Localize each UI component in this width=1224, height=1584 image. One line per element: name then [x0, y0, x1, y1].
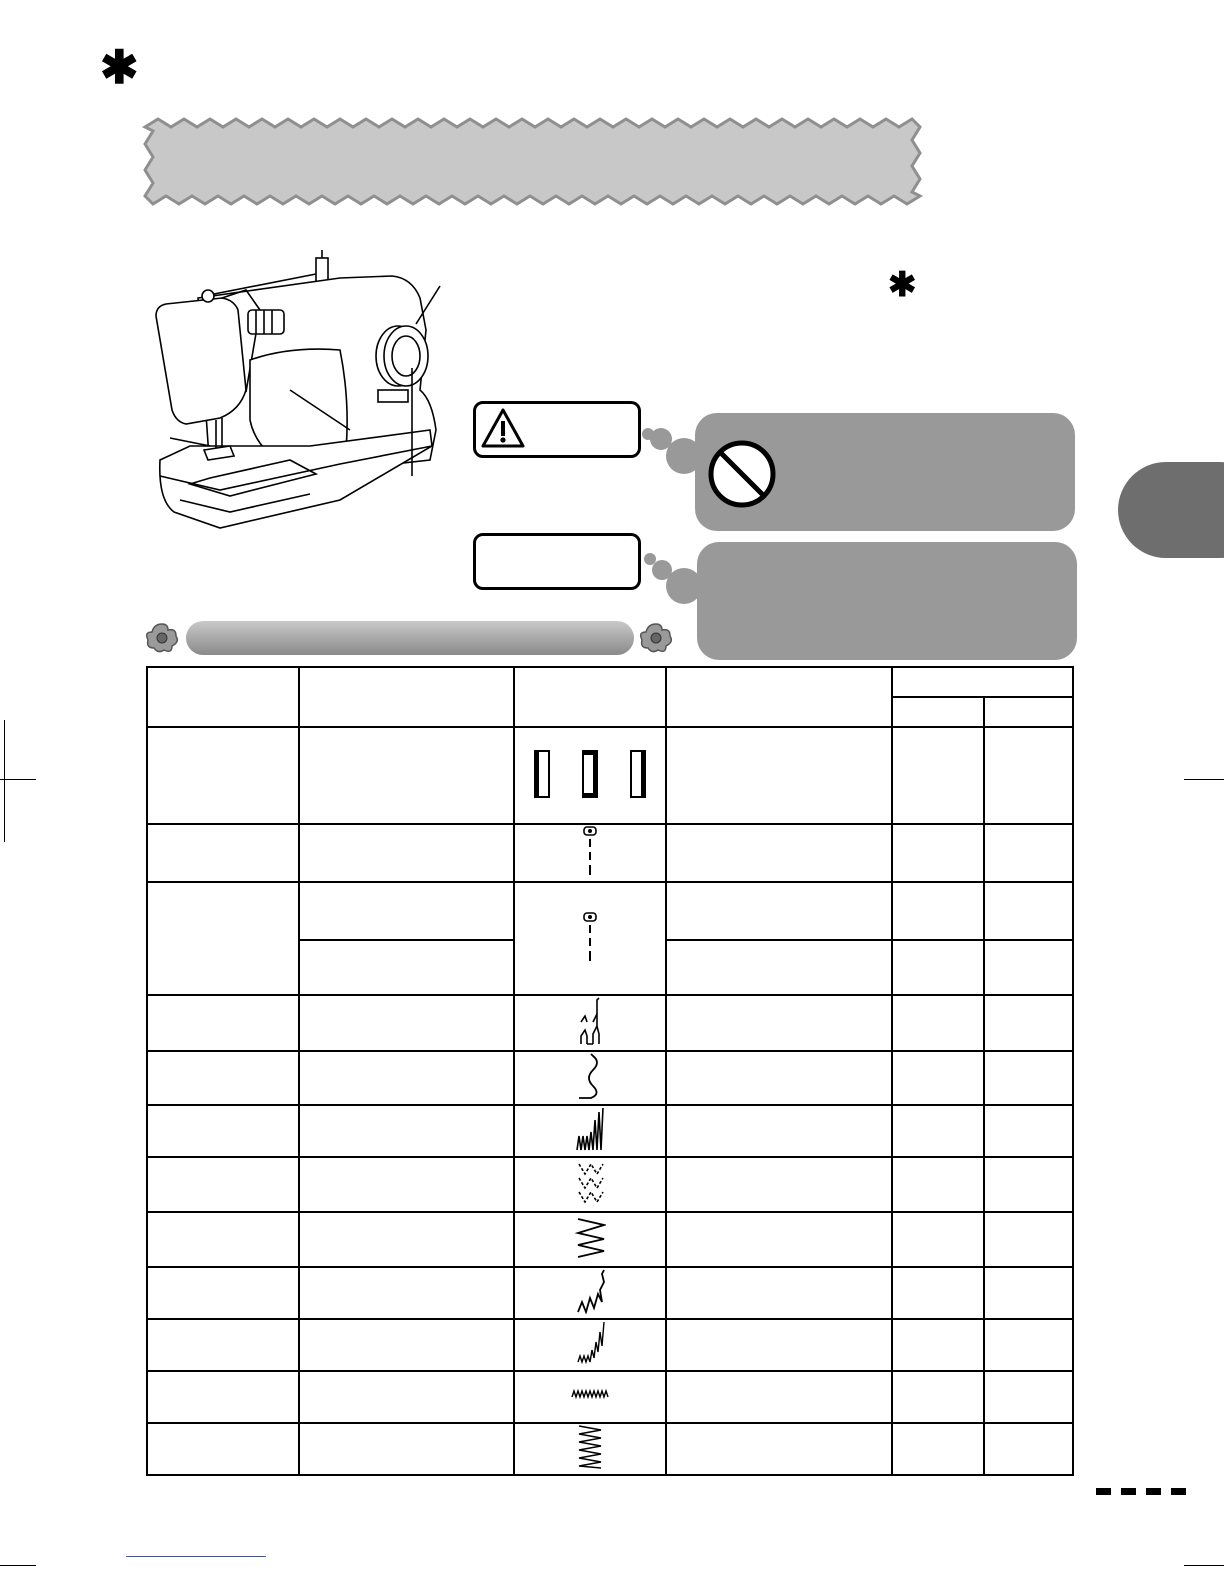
subheader-cell-1: [892, 697, 984, 727]
crop-mark-bottom-right: [1184, 1565, 1224, 1566]
continue-dash: [1146, 1488, 1161, 1495]
header-asterisk: ✱: [100, 41, 139, 93]
stitch-cell-blind-hem: [514, 995, 666, 1051]
table-row: [147, 824, 1073, 882]
stitch-cell-wide-satin: [514, 1423, 666, 1475]
crop-mark-bottom-left: [0, 1565, 36, 1566]
stitch-cell-shell: [514, 1051, 666, 1105]
stitch-cell-straight-left: [514, 824, 666, 882]
caution-label-box: [473, 401, 641, 458]
crop-mark-left-vertical: [4, 720, 5, 842]
header-cell-1: [147, 667, 299, 727]
zigzag-narrow-stitch-icon: [574, 1268, 606, 1314]
header-cell-2: [299, 667, 514, 727]
table-row: [147, 995, 1073, 1051]
header-cell-group: [892, 667, 1073, 697]
table-row: [147, 727, 1073, 824]
row-cell: [147, 727, 299, 824]
stitch-cell-three-step-zigzag: [514, 1157, 666, 1212]
table-row: [147, 1157, 1073, 1212]
table-row: [147, 1105, 1073, 1157]
section-title-bar: [186, 621, 634, 655]
note-bubble: [697, 542, 1077, 660]
straight-center-stitch-icon: [580, 911, 600, 963]
chapter-side-tab: [1118, 462, 1224, 558]
subheader-cell-2: [984, 697, 1073, 727]
title-banner: [140, 114, 930, 210]
dense-zigzag-stitch-icon: [573, 1106, 607, 1152]
bar-tack-stitch-icon: [530, 748, 650, 800]
continue-dash: [1096, 1488, 1111, 1495]
table-row: [147, 1212, 1073, 1267]
stitch-cell-dense-zigzag: [514, 1105, 666, 1157]
crop-mark-bottom-center: [126, 1556, 266, 1557]
row-cell: [892, 727, 984, 824]
crop-mark-right-horizontal: [1184, 779, 1224, 780]
table-row: [147, 882, 1073, 940]
header-cell-3: [514, 667, 666, 727]
three-step-zigzag-stitch-icon: [575, 1160, 605, 1206]
continue-dash: [1171, 1488, 1186, 1495]
stitch-cell-zigzag-narrow: [514, 1267, 666, 1319]
table-row: [147, 1423, 1073, 1475]
stitch-cell-zigzag-wide: [514, 1212, 666, 1267]
warning-triangle-icon: [480, 407, 526, 449]
sewing-machine-illustration: [150, 250, 450, 540]
caution-bubble: [695, 413, 1075, 531]
crop-mark-left-horizontal: [0, 779, 36, 780]
zigzag-wide-stitch-icon: [574, 1215, 606, 1261]
table-row: [147, 1371, 1073, 1423]
table-row: [147, 1267, 1073, 1319]
stitch-cell-straight-center: [514, 882, 666, 995]
no-entry-icon: [707, 439, 777, 509]
fine-zigzag-stitch-icon: [570, 1385, 610, 1405]
blind-hem-stitch-icon: [575, 996, 605, 1046]
row-cell: [299, 727, 514, 824]
header-cell-4: [666, 667, 892, 727]
table-row: [147, 1319, 1073, 1371]
shell-stitch-icon: [575, 1052, 605, 1100]
stitch-cell-satin-mixed: [514, 1319, 666, 1371]
intro-asterisk: ✱: [888, 266, 917, 304]
row-cell: [666, 727, 892, 824]
straight-left-stitch-icon: [580, 825, 600, 877]
row-cell: [984, 727, 1073, 824]
stitch-table: [146, 666, 1074, 1476]
continue-dash: [1121, 1488, 1136, 1495]
wide-satin-stitch-icon: [575, 1424, 605, 1470]
satin-mixed-stitch-icon: [574, 1320, 606, 1366]
table-row: [147, 1051, 1073, 1105]
flower-icon-right: [638, 622, 674, 654]
table-header-row: [147, 667, 1073, 697]
stitch-cell-fine-zigzag: [514, 1371, 666, 1423]
flower-icon-left: [144, 622, 180, 654]
note-label-box: [473, 533, 641, 590]
stitch-cell-bar-tack: [514, 727, 666, 824]
